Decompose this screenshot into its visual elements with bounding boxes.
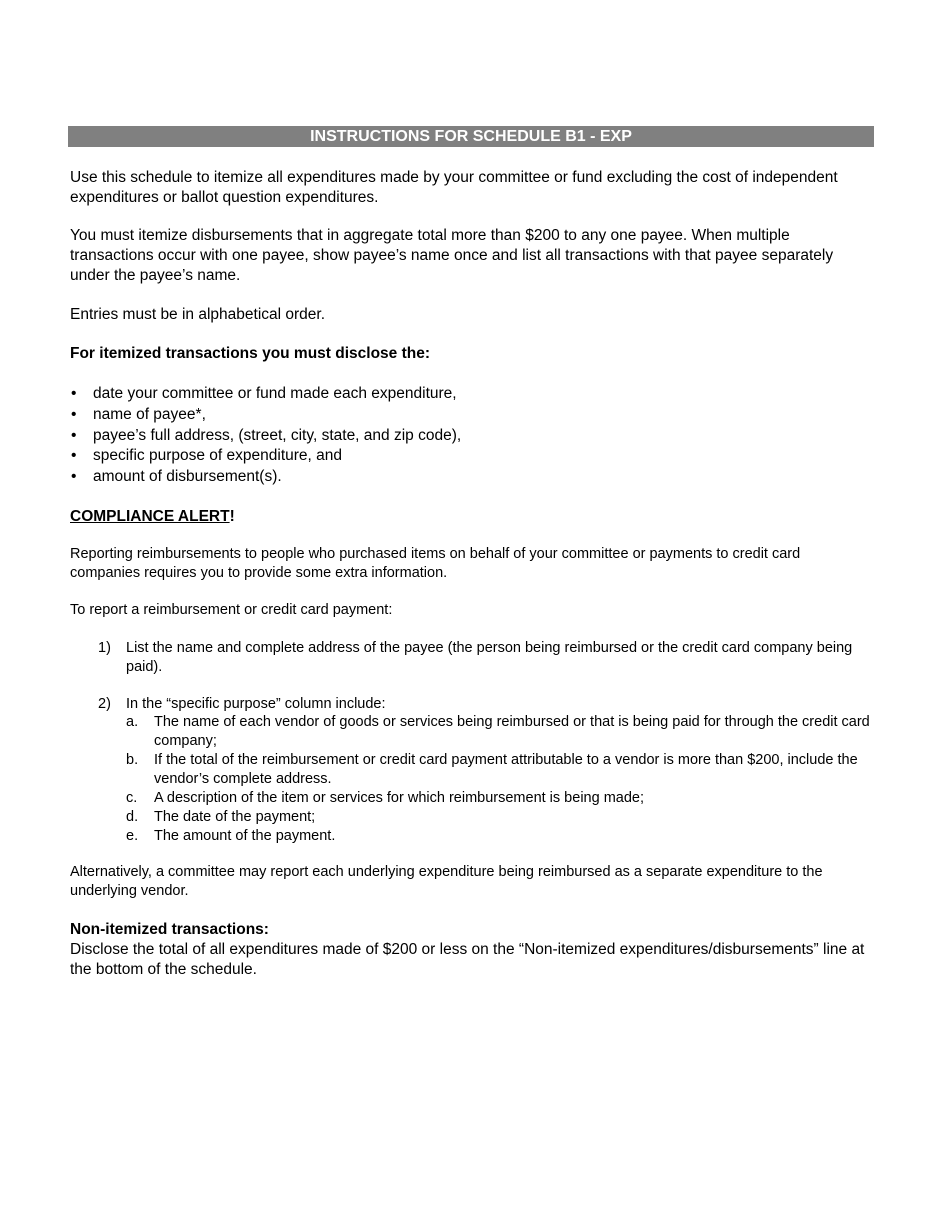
page-title: INSTRUCTIONS FOR SCHEDULE B1 - EXP <box>68 126 874 147</box>
step-item <box>98 695 868 714</box>
specific-purpose-list <box>126 713 871 846</box>
itemize-rule-paragraph: You must itemize disbursements that in aggregate total more than $200 to any one payee. When multiple transactions occur with one payee, show payee’s name once and list all transactions with that payee separately under the payee’s name. <box>70 227 834 284</box>
list-item: • specific purpose of expenditure, and <box>70 446 870 467</box>
list-item: c. A description of the item or services for which reimbursement is being made; <box>126 790 644 806</box>
compliance-alert-heading: COMPLIANCE ALERT! <box>70 508 235 525</box>
bullet-icon: • <box>71 385 77 402</box>
step-number: 2) <box>98 696 111 712</box>
disclose-list <box>70 384 870 488</box>
intro-paragraph: Use this schedule to itemize all expenditures made by your committee or fund excluding the cost of independent expenditures or ballot question expenditures. <box>70 169 838 206</box>
step-text: In the “specific purpose” column include: <box>126 696 386 712</box>
list-item: b. If the total of the reimbursement or credit card payment attributable to a vendor is more than $200, include the vendor’s complete address. <box>126 752 858 787</box>
step-number: 1) <box>98 640 111 656</box>
list-item: d. The date of the payment; <box>126 809 316 825</box>
list-item: • name of payee*, <box>70 405 870 426</box>
step-item <box>98 639 868 677</box>
order-rule-paragraph: Entries must be in alphabetical order. <box>70 306 326 323</box>
list-item: • amount of disbursement(s). <box>70 467 870 488</box>
list-letter: e. <box>126 828 139 844</box>
non-itemized-text: Disclose the total of all expenditures made of $200 or less on the “Non-itemized expenditures/disbursements” line at the bottom of the schedule. <box>70 941 865 978</box>
list-item: • date your committee or fund made each expenditure, <box>70 384 870 405</box>
bullet-icon: • <box>71 447 77 465</box>
bullet-icon: • <box>71 405 77 423</box>
alternative-paragraph: Alternatively, a committee may report each underlying expenditure being reimbursed as a separate expenditure to the underlying vendor. <box>70 864 823 899</box>
list-letter: d. <box>126 809 139 825</box>
bullet-icon: • <box>71 426 77 444</box>
disclose-heading: For itemized transactions you must disclose the: <box>70 345 431 362</box>
non-itemized-heading: Non-itemized transactions: <box>70 921 269 938</box>
list-item: e. The amount of the payment. <box>126 828 336 844</box>
list-letter: b. <box>126 752 139 768</box>
list-item: • payee’s full address, (street, city, state, and zip code), <box>70 426 870 447</box>
list-item: a. The name of each vendor of goods or services being reimbursed or that is being paid for through the credit card company; <box>126 714 870 749</box>
list-letter: a. <box>126 714 139 730</box>
bullet-icon: • <box>71 468 77 486</box>
compliance-alert-lead: To report a reimbursement or credit card payment: <box>70 602 393 618</box>
compliance-alert-text: Reporting reimbursements to people who purchased items on behalf of your committee or payments to credit card companies requires you to provide some extra information. <box>70 546 801 581</box>
step-text: List the name and complete address of the payee (the person being reimbursed or the credit card company being paid). <box>126 640 853 675</box>
list-letter: c. <box>126 790 138 806</box>
